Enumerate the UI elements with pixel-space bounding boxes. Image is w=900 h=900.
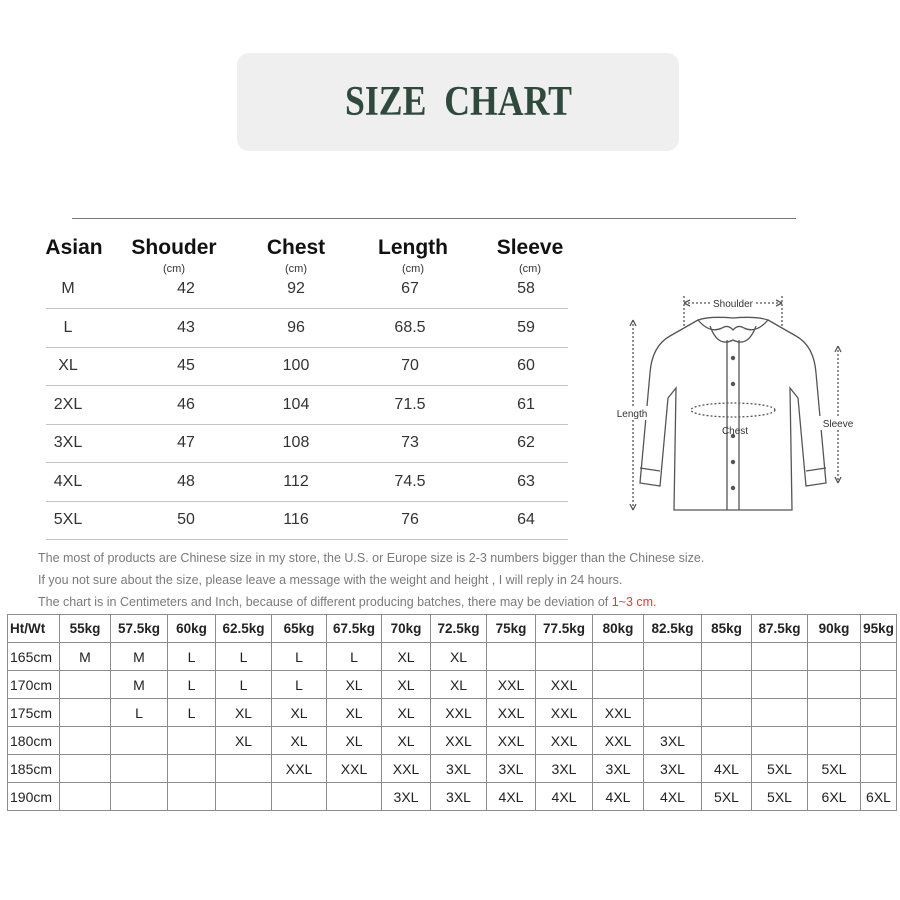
size-cell: L <box>327 643 382 671</box>
weight-header: 80kg <box>593 615 644 643</box>
size-cell <box>168 783 216 811</box>
weight-header: 57.5kg <box>111 615 168 643</box>
size-cell: L <box>216 671 272 699</box>
note-line-3 <box>38 591 868 613</box>
size-cell: 4XL <box>487 783 536 811</box>
size-table-cell: 64 <box>517 511 535 528</box>
size-cell <box>752 671 808 699</box>
size-cell <box>111 783 168 811</box>
size-table-unit: (cm) <box>163 263 185 275</box>
size-label: M <box>61 280 75 297</box>
table-row <box>8 783 897 811</box>
size-cell: L <box>168 671 216 699</box>
size-label: 2XL <box>53 395 83 413</box>
size-cell <box>861 643 897 671</box>
size-table-unit: (cm) <box>285 263 307 275</box>
size-cell: XL <box>382 643 431 671</box>
chest-label: Chest <box>721 426 749 437</box>
size-table-cell: 43 <box>177 318 195 336</box>
weight-header: 70kg <box>382 615 431 643</box>
size-table-cell: 68.5 <box>394 318 426 336</box>
row-divider <box>46 539 568 540</box>
deviation-value: 1~3 cm. <box>611 595 657 609</box>
size-table-cell: 46 <box>177 395 195 413</box>
size-cell <box>702 699 752 727</box>
size-cell: 3XL <box>382 783 431 811</box>
size-cell <box>536 643 593 671</box>
size-cell <box>168 727 216 755</box>
sleeve-label: Sleeve <box>822 419 854 430</box>
size-table-row <box>46 347 568 386</box>
size-cell <box>111 755 168 783</box>
size-cell <box>861 755 897 783</box>
note-line-1: The most of products are Chinese size in my store, the U.S. or Europe size is 2-3 numbers bigger than the Chinese size. <box>38 551 705 565</box>
size-table-cell: 62 <box>517 434 535 451</box>
size-table-cell: 50 <box>177 511 195 528</box>
divider <box>72 218 796 219</box>
size-cell <box>60 783 111 811</box>
size-cell: XL <box>272 699 327 727</box>
size-cell <box>60 727 111 755</box>
size-table-row <box>46 386 568 425</box>
size-table-cell: 76 <box>401 511 419 528</box>
size-table-cell: 92 <box>287 280 305 297</box>
size-table-cell: 73 <box>401 434 419 451</box>
size-cell: XXL <box>382 755 431 783</box>
weight-header: 90kg <box>808 615 861 643</box>
size-table-unit: (cm) <box>402 263 424 275</box>
size-cell <box>702 727 752 755</box>
height-label: 165cm <box>8 643 60 671</box>
length-label: Length <box>616 409 648 420</box>
size-table-header: Asian <box>45 236 103 259</box>
size-table-cell: 48 <box>177 472 195 490</box>
size-cell <box>752 699 808 727</box>
weight-header: 87.5kg <box>752 615 808 643</box>
size-cell <box>644 671 702 699</box>
size-cell: XL <box>216 699 272 727</box>
size-cell: 3XL <box>644 727 702 755</box>
size-cell: XXL <box>431 699 487 727</box>
size-cell: L <box>272 643 327 671</box>
size-table-cell: 74.5 <box>394 472 426 490</box>
size-cell <box>702 671 752 699</box>
size-cell <box>60 699 111 727</box>
shoulder-label: Shoulder <box>712 299 754 310</box>
size-cell: XL <box>327 699 382 727</box>
size-cell: XXL <box>593 699 644 727</box>
size-cell: 6XL <box>808 783 861 811</box>
note-line-3-text: The chart is in Centimeters and Inch, because of different producing batches, there may be deviation of <box>38 595 612 609</box>
size-cell: 6XL <box>861 783 897 811</box>
weight-header: 55kg <box>60 615 111 643</box>
size-table-cell: 47 <box>177 434 195 451</box>
page-title: SIZE CHART <box>344 79 572 125</box>
table-row <box>8 727 897 755</box>
size-cell: 5XL <box>702 783 752 811</box>
shirt-diagram <box>610 288 860 523</box>
size-table-cell: 112 <box>283 472 309 490</box>
size-cell: XXL <box>487 727 536 755</box>
weight-header: 65kg <box>272 615 327 643</box>
size-cell <box>808 643 861 671</box>
weight-header: 82.5kg <box>644 615 702 643</box>
size-table-cell: 108 <box>282 434 310 451</box>
table-row <box>8 671 897 699</box>
weight-header: 60kg <box>168 615 216 643</box>
size-cell: 4XL <box>593 783 644 811</box>
size-cell: XL <box>431 643 487 671</box>
size-cell: M <box>60 643 111 671</box>
size-table-cell: 58 <box>517 280 535 297</box>
size-table-row <box>46 501 568 540</box>
size-cell: 3XL <box>431 755 487 783</box>
size-cell <box>168 755 216 783</box>
size-table-cell: 104 <box>282 395 310 413</box>
size-cell <box>593 671 644 699</box>
size-cell: XXL <box>536 727 593 755</box>
table-row <box>8 643 897 671</box>
size-table-cell: 61 <box>517 395 535 413</box>
size-cell: 3XL <box>593 755 644 783</box>
size-cell <box>111 727 168 755</box>
weight-header: 62.5kg <box>216 615 272 643</box>
weight-header: 95kg <box>861 615 897 643</box>
size-cell <box>861 727 897 755</box>
size-cell <box>593 643 644 671</box>
weight-header: 85kg <box>702 615 752 643</box>
size-table-cell: 71.5 <box>394 395 426 413</box>
size-cell: XXL <box>431 727 487 755</box>
size-cell <box>861 671 897 699</box>
size-table-header: Sleeve <box>496 236 564 259</box>
size-table-cell: 45 <box>177 357 195 374</box>
size-table-row <box>46 309 568 348</box>
size-cell <box>861 699 897 727</box>
size-table-unit: (cm) <box>519 263 541 275</box>
size-cell: L <box>168 643 216 671</box>
size-cell <box>808 727 861 755</box>
size-cell: 3XL <box>487 755 536 783</box>
size-cell: 4XL <box>702 755 752 783</box>
size-table-cell: 96 <box>287 318 305 336</box>
size-cell: L <box>168 699 216 727</box>
size-cell: 5XL <box>752 755 808 783</box>
size-cell <box>327 783 382 811</box>
table-row <box>8 699 897 727</box>
size-cell: XXL <box>536 671 593 699</box>
size-cell: XL <box>382 671 431 699</box>
size-cell <box>216 755 272 783</box>
size-cell: XXL <box>327 755 382 783</box>
size-cell: XL <box>382 727 431 755</box>
size-label: 3XL <box>53 434 83 451</box>
size-cell <box>702 643 752 671</box>
size-cell: L <box>272 671 327 699</box>
size-cell <box>752 727 808 755</box>
size-cell: XXL <box>272 755 327 783</box>
size-table-cell: 70 <box>401 357 419 374</box>
size-table-cell: 63 <box>517 472 535 490</box>
size-cell <box>808 699 861 727</box>
size-cell: XXL <box>536 699 593 727</box>
size-cell: 4XL <box>644 783 702 811</box>
size-table-header: Chest <box>266 236 326 259</box>
size-label: 5XL <box>53 511 83 528</box>
size-cell <box>272 783 327 811</box>
size-cell: XXL <box>487 699 536 727</box>
size-cell: 4XL <box>536 783 593 811</box>
size-cell: L <box>216 643 272 671</box>
size-cell: M <box>111 643 168 671</box>
size-notes <box>38 547 868 613</box>
size-table-cell: 59 <box>517 318 535 336</box>
height-weight-table <box>7 614 897 811</box>
size-cell <box>644 699 702 727</box>
corner-cell: Ht/Wt <box>8 615 60 643</box>
size-table-header: Shouder <box>131 236 217 259</box>
size-cell: XL <box>327 671 382 699</box>
title-banner <box>237 53 679 151</box>
size-cell: 3XL <box>536 755 593 783</box>
size-cell <box>60 755 111 783</box>
size-cell: L <box>111 699 168 727</box>
table-row <box>8 755 897 783</box>
size-cell: XL <box>216 727 272 755</box>
size-cell: 3XL <box>644 755 702 783</box>
size-label: L <box>63 318 73 336</box>
size-cell: XL <box>272 727 327 755</box>
size-cell <box>644 643 702 671</box>
size-cell <box>487 643 536 671</box>
size-cell: 5XL <box>752 783 808 811</box>
size-table-header: Length <box>378 236 448 259</box>
size-table-cell: 67 <box>401 280 419 297</box>
size-table-cell: 100 <box>282 357 310 374</box>
size-table-row <box>46 270 568 309</box>
size-cell: XXL <box>593 727 644 755</box>
size-table-cell: 116 <box>283 511 309 528</box>
size-cell: M <box>111 671 168 699</box>
height-label: 170cm <box>8 671 60 699</box>
size-cell <box>216 783 272 811</box>
size-cell: XL <box>327 727 382 755</box>
table-header-row <box>8 615 897 643</box>
size-cell: XL <box>431 671 487 699</box>
size-cell: XL <box>382 699 431 727</box>
size-table-cell: 60 <box>517 357 535 374</box>
size-table-row <box>46 463 568 502</box>
size-cell: 5XL <box>808 755 861 783</box>
size-cell <box>60 671 111 699</box>
shirt-collar <box>698 317 768 330</box>
height-label: 190cm <box>8 783 60 811</box>
shirt-outline <box>640 320 826 510</box>
size-cell <box>808 671 861 699</box>
height-label: 175cm <box>8 699 60 727</box>
size-table-cell: 42 <box>177 280 195 297</box>
height-label: 180cm <box>8 727 60 755</box>
size-label: 4XL <box>53 472 83 490</box>
size-table-row <box>46 424 568 463</box>
size-label: XL <box>58 357 78 374</box>
weight-header: 67.5kg <box>327 615 382 643</box>
weight-header: 72.5kg <box>431 615 487 643</box>
height-label: 185cm <box>8 755 60 783</box>
size-cell: 3XL <box>431 783 487 811</box>
size-cell: XXL <box>487 671 536 699</box>
weight-header: 75kg <box>487 615 536 643</box>
size-cell <box>752 643 808 671</box>
note-line-2: If you not sure about the size, please leave a message with the weight and height , I will reply in 24 hours. <box>38 573 623 587</box>
weight-header: 77.5kg <box>536 615 593 643</box>
